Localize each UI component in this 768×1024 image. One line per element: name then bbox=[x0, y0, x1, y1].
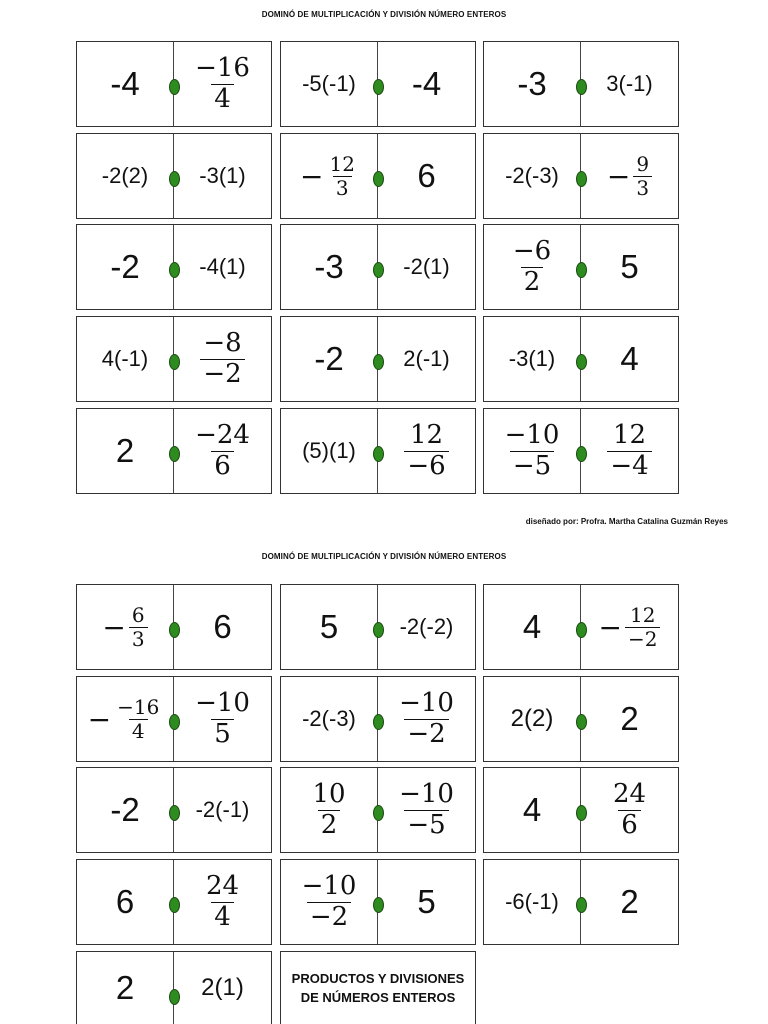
fraction-numerator: 12 bbox=[329, 151, 355, 176]
tile-value: 2 bbox=[620, 883, 639, 920]
fraction bbox=[404, 422, 448, 480]
fraction-sign: − bbox=[598, 610, 622, 644]
tile-value: -3 bbox=[517, 65, 547, 102]
domino-tile bbox=[483, 676, 679, 762]
tile-right-half bbox=[581, 409, 678, 493]
tile-value: -2(-3) bbox=[505, 163, 559, 188]
fraction-numerator: 24 bbox=[205, 871, 240, 902]
tile-right-half bbox=[581, 42, 678, 126]
green-dot-icon bbox=[169, 171, 180, 187]
tile-right-half bbox=[174, 768, 271, 852]
tile-value: 6 bbox=[417, 157, 436, 194]
tile-value: 3(-1) bbox=[606, 71, 653, 96]
tile-right-half bbox=[378, 42, 475, 126]
domino-tile bbox=[483, 584, 679, 670]
tile-right-half bbox=[581, 585, 678, 669]
fraction-denominator: 2 bbox=[521, 267, 544, 296]
tile-value: 2 bbox=[115, 432, 135, 469]
fraction bbox=[192, 55, 253, 113]
tile-value: -2(-1) bbox=[195, 797, 250, 822]
tile-value: 4 bbox=[620, 340, 639, 377]
domino-tile bbox=[76, 41, 272, 127]
green-dot-icon bbox=[576, 79, 587, 95]
tile-left-half bbox=[77, 225, 174, 309]
domino-tile bbox=[483, 316, 679, 402]
tile-value: (5)(1) bbox=[302, 438, 356, 463]
tile-value: 4 bbox=[522, 791, 542, 828]
domino-tile bbox=[280, 676, 476, 762]
tile-left-half bbox=[77, 677, 174, 761]
fraction-numerator: 12 bbox=[612, 420, 647, 451]
fraction-numerator: 24 bbox=[612, 779, 647, 810]
tile-right-half bbox=[378, 677, 475, 761]
fraction bbox=[625, 602, 660, 651]
domino-tile bbox=[483, 408, 679, 494]
fraction bbox=[129, 602, 148, 651]
green-dot-icon bbox=[169, 989, 180, 1005]
tile-value: -3 bbox=[314, 248, 344, 285]
domino-tile bbox=[76, 224, 272, 310]
green-dot-icon bbox=[373, 897, 384, 913]
tile-value: -5(-1) bbox=[302, 71, 356, 96]
tile-left-half bbox=[484, 134, 581, 218]
fraction-denominator: 6 bbox=[211, 451, 234, 480]
green-dot-icon bbox=[576, 622, 587, 638]
tile-left-half bbox=[281, 225, 378, 309]
fraction-expression bbox=[200, 330, 244, 388]
fraction-denominator: −2 bbox=[200, 359, 244, 388]
fraction-denominator: −4 bbox=[607, 451, 651, 480]
fraction-denominator: 3 bbox=[633, 176, 652, 199]
domino-tile bbox=[280, 224, 476, 310]
fraction bbox=[203, 873, 242, 931]
fraction-expression bbox=[192, 422, 253, 480]
fraction bbox=[309, 781, 348, 839]
fraction-numerator: 6 bbox=[131, 602, 145, 627]
fraction-numerator: −10 bbox=[195, 688, 250, 719]
sheet-2-title: DOMINÓ DE MULTIPLICACIÓN Y DIVISIÓN NÚMERO ENTEROS bbox=[261, 552, 507, 561]
fraction-denominator: 2 bbox=[318, 810, 341, 839]
green-dot-icon bbox=[373, 805, 384, 821]
tile-left-half bbox=[77, 952, 174, 1024]
tile-value: 2(2) bbox=[510, 705, 554, 732]
tile-value: 4(-1) bbox=[101, 346, 149, 371]
tile-right-half bbox=[174, 225, 271, 309]
fraction-expression bbox=[102, 602, 147, 651]
green-dot-icon bbox=[576, 171, 587, 187]
fraction-numerator: −10 bbox=[399, 779, 454, 810]
tile-left-half bbox=[281, 677, 378, 761]
fraction-numerator: −16 bbox=[117, 694, 160, 719]
tile-value: 6 bbox=[213, 608, 232, 645]
fraction-denominator: −2 bbox=[625, 627, 660, 650]
fraction-denominator: −2 bbox=[307, 902, 351, 931]
fraction bbox=[396, 690, 457, 748]
tile-left-half bbox=[77, 42, 174, 126]
fraction-expression bbox=[309, 781, 348, 839]
fraction-denominator: 3 bbox=[129, 627, 148, 650]
fraction-numerator: 9 bbox=[636, 151, 650, 176]
title-tile-line-2: DE NÚMEROS ENTEROS bbox=[300, 990, 456, 1005]
fraction-denominator: 5 bbox=[211, 719, 234, 748]
tile-value: -4(1) bbox=[199, 254, 246, 279]
fraction bbox=[200, 330, 244, 388]
green-dot-icon bbox=[373, 354, 384, 370]
fraction-sign: − bbox=[300, 159, 324, 193]
fraction-numerator: 12 bbox=[630, 602, 656, 627]
fraction-expression bbox=[87, 694, 163, 743]
tile-right-half bbox=[378, 585, 475, 669]
fraction bbox=[610, 781, 649, 839]
tile-right-half bbox=[378, 225, 475, 309]
fraction bbox=[299, 873, 360, 931]
sheet-1-title: DOMINÓ DE MULTIPLICACIÓN Y DIVISIÓN NÚMERO ENTEROS bbox=[261, 10, 507, 19]
green-dot-icon bbox=[169, 262, 180, 278]
tile-left-half bbox=[77, 585, 174, 669]
tile-left-half bbox=[484, 677, 581, 761]
domino-tile bbox=[483, 41, 679, 127]
domino-tile bbox=[76, 767, 272, 853]
tile-value: -2 bbox=[110, 791, 140, 828]
tile-left-half bbox=[484, 860, 581, 944]
tile-left-half bbox=[281, 585, 378, 669]
tile-value: 2(1) bbox=[201, 974, 244, 1001]
green-dot-icon bbox=[373, 171, 384, 187]
fraction-denominator: −2 bbox=[404, 719, 448, 748]
domino-tile bbox=[280, 133, 476, 219]
tile-value: -2(-2) bbox=[399, 614, 454, 639]
tile-left-half bbox=[281, 134, 378, 218]
fraction-denominator: 4 bbox=[211, 84, 234, 113]
green-dot-icon bbox=[576, 805, 587, 821]
green-dot-icon bbox=[169, 897, 180, 913]
tile-value: -6(-1) bbox=[505, 889, 559, 914]
tile-value: -4 bbox=[110, 65, 140, 102]
green-dot-icon bbox=[576, 262, 587, 278]
tile-value: -4 bbox=[411, 65, 442, 102]
tile-right-half bbox=[174, 42, 271, 126]
tile-value: -2 bbox=[110, 248, 140, 285]
tile-left-half bbox=[77, 409, 174, 493]
fraction bbox=[396, 781, 457, 839]
fraction-numerator: −24 bbox=[195, 420, 250, 451]
tile-right-half bbox=[174, 409, 271, 493]
green-dot-icon bbox=[576, 354, 587, 370]
fraction-denominator: 4 bbox=[211, 902, 234, 931]
fraction-denominator: −6 bbox=[404, 451, 448, 480]
green-dot-icon bbox=[169, 354, 180, 370]
fraction-denominator: 4 bbox=[129, 719, 148, 742]
domino-tile bbox=[76, 133, 272, 219]
domino-tile bbox=[76, 676, 272, 762]
green-dot-icon bbox=[576, 897, 587, 913]
tile-value: 5 bbox=[620, 248, 639, 285]
tile-left-half bbox=[484, 317, 581, 401]
tile-right-half bbox=[174, 317, 271, 401]
tile-right-half bbox=[174, 585, 271, 669]
fraction-sign: − bbox=[606, 159, 631, 193]
tile-left-half bbox=[484, 42, 581, 126]
tile-left-half bbox=[484, 768, 581, 852]
domino-tile bbox=[483, 859, 679, 945]
tile-right-half bbox=[174, 677, 271, 761]
fraction-denominator: 6 bbox=[618, 810, 641, 839]
fraction-expression bbox=[510, 238, 554, 296]
green-dot-icon bbox=[373, 622, 384, 638]
tile-value: -3(1) bbox=[199, 163, 246, 188]
fraction bbox=[192, 422, 253, 480]
fraction-denominator: 3 bbox=[333, 176, 352, 199]
green-dot-icon bbox=[576, 714, 587, 730]
fraction bbox=[502, 422, 563, 480]
domino-tile bbox=[76, 951, 272, 1024]
tile-left-half bbox=[281, 768, 378, 852]
fraction-expression bbox=[607, 422, 651, 480]
tile-left-half bbox=[77, 317, 174, 401]
domino-tile bbox=[76, 859, 272, 945]
tile-value: 2 bbox=[620, 700, 639, 737]
fraction bbox=[114, 694, 162, 743]
domino-tile bbox=[76, 408, 272, 494]
fraction-sign: − bbox=[87, 702, 112, 736]
fraction-numerator: −8 bbox=[203, 328, 242, 359]
tile-right-half bbox=[581, 317, 678, 401]
fraction-expression bbox=[299, 873, 360, 931]
fraction-numerator: 12 bbox=[409, 420, 444, 451]
tile-value: 5 bbox=[319, 608, 339, 645]
fraction-expression bbox=[203, 873, 242, 931]
tile-value: 6 bbox=[115, 883, 135, 920]
domino-tile bbox=[280, 859, 476, 945]
fraction-expression bbox=[396, 781, 457, 839]
author-credit: diseñado por: Profra. Martha Catalina Guzmán Reyes bbox=[525, 517, 728, 526]
tile-left-half bbox=[484, 585, 581, 669]
fraction-numerator: −16 bbox=[195, 53, 250, 84]
fraction-expression bbox=[502, 422, 563, 480]
fraction-numerator: −10 bbox=[504, 420, 560, 451]
fraction-numerator: −10 bbox=[301, 871, 357, 902]
tile-value: -3(1) bbox=[508, 346, 556, 371]
green-dot-icon bbox=[169, 714, 180, 730]
tile-right-half bbox=[378, 860, 475, 944]
tile-right-half bbox=[378, 409, 475, 493]
fraction bbox=[510, 238, 554, 296]
tile-right-half bbox=[174, 952, 271, 1024]
title-tile-line-1: PRODUCTOS Y DIVISIONES bbox=[291, 970, 465, 986]
tile-right-half bbox=[581, 134, 678, 218]
domino-tile bbox=[483, 133, 679, 219]
green-dot-icon bbox=[169, 805, 180, 821]
fraction-expression bbox=[192, 690, 253, 748]
tile-value: 2 bbox=[115, 969, 135, 1006]
tile-right-half bbox=[174, 860, 271, 944]
fraction bbox=[192, 690, 253, 748]
fraction-expression bbox=[610, 781, 649, 839]
title-tile bbox=[280, 951, 476, 1024]
tile-value: -2(2) bbox=[101, 163, 149, 188]
fraction-expression bbox=[606, 151, 652, 200]
tile-left-half bbox=[77, 860, 174, 944]
tile-left-half bbox=[281, 409, 378, 493]
fraction bbox=[327, 151, 358, 200]
fraction-expression bbox=[192, 55, 253, 113]
tile-value: 5 bbox=[417, 883, 436, 920]
tile-value: -2 bbox=[314, 340, 344, 377]
domino-tile bbox=[280, 408, 476, 494]
fraction-denominator: −5 bbox=[404, 810, 448, 839]
tile-value: 2(-1) bbox=[403, 346, 450, 371]
tile-right-half bbox=[581, 677, 678, 761]
green-dot-icon bbox=[373, 79, 384, 95]
tile-left-half bbox=[281, 317, 378, 401]
tile-value: -2(-3) bbox=[302, 706, 356, 731]
tile-value: 4 bbox=[522, 608, 542, 645]
domino-tile bbox=[483, 224, 679, 310]
domino-tile bbox=[280, 41, 476, 127]
green-dot-icon bbox=[373, 262, 384, 278]
green-dot-icon bbox=[169, 446, 180, 462]
fraction-denominator: −5 bbox=[510, 451, 554, 480]
domino-tile bbox=[280, 767, 476, 853]
tile-right-half bbox=[581, 860, 678, 944]
fraction-expression bbox=[404, 422, 448, 480]
tile-right-half bbox=[174, 134, 271, 218]
tile-left-half bbox=[484, 409, 581, 493]
tile-right-half bbox=[581, 225, 678, 309]
fraction bbox=[633, 151, 652, 200]
tile-right-half bbox=[378, 317, 475, 401]
fraction-numerator: 10 bbox=[312, 779, 346, 810]
fraction-numerator: −10 bbox=[399, 688, 454, 719]
domino-tile bbox=[280, 316, 476, 402]
tile-right-half bbox=[378, 768, 475, 852]
domino-tile bbox=[76, 584, 272, 670]
fraction-numerator: −6 bbox=[512, 236, 552, 267]
fraction-sign: − bbox=[102, 610, 126, 644]
fraction-expression bbox=[300, 151, 358, 200]
domino-tile bbox=[280, 584, 476, 670]
tile-left-half bbox=[77, 134, 174, 218]
fraction-expression bbox=[598, 602, 661, 651]
fraction-expression bbox=[396, 690, 457, 748]
green-dot-icon bbox=[373, 446, 384, 462]
fraction bbox=[607, 422, 651, 480]
tile-left-half bbox=[281, 860, 378, 944]
domino-tile bbox=[76, 316, 272, 402]
tile-right-half bbox=[378, 134, 475, 218]
green-dot-icon bbox=[576, 446, 587, 462]
green-dot-icon bbox=[169, 79, 180, 95]
domino-tile bbox=[483, 767, 679, 853]
tile-right-half bbox=[581, 768, 678, 852]
tile-left-half bbox=[77, 768, 174, 852]
tile-left-half bbox=[281, 42, 378, 126]
tile-value: -2(1) bbox=[403, 254, 450, 279]
tile-left-half bbox=[484, 225, 581, 309]
green-dot-icon bbox=[169, 622, 180, 638]
green-dot-icon bbox=[373, 714, 384, 730]
